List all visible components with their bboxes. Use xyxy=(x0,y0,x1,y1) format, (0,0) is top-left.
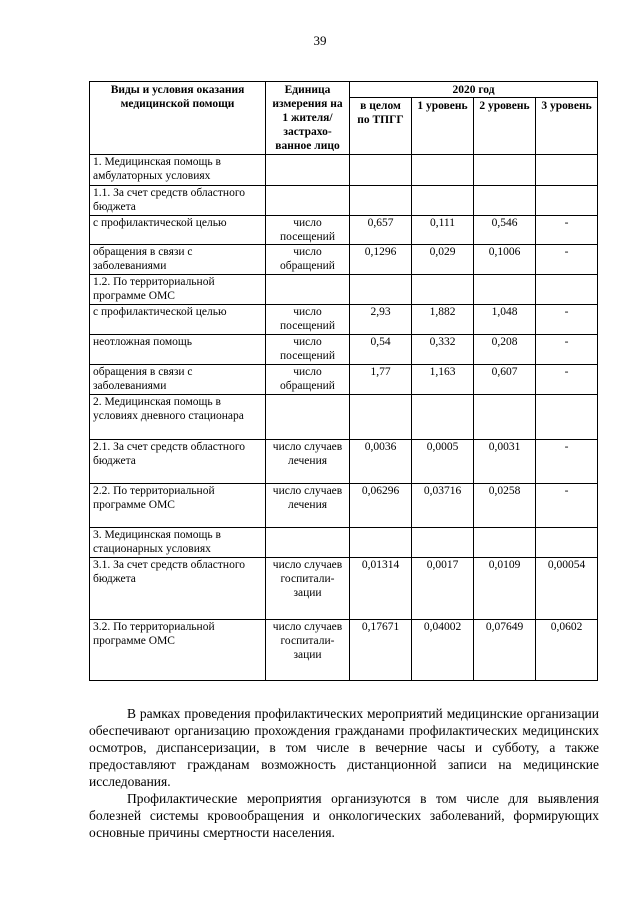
row-unit: число случаев лечения xyxy=(266,440,350,484)
row-value: 0,1006 xyxy=(474,245,536,275)
row-unit: число случаев госпитали-зации xyxy=(266,620,350,681)
row-value: 1,163 xyxy=(412,365,474,395)
row-unit: число случаев лечения xyxy=(266,484,350,528)
row-value: 0,0602 xyxy=(536,620,598,681)
row-value: - xyxy=(536,440,598,484)
row-unit xyxy=(266,155,350,186)
row-label: с профилактической целью xyxy=(90,305,266,335)
row-label: 1. Медицинская помощь в амбулаторных условиях xyxy=(90,155,266,186)
table-row xyxy=(90,440,598,484)
row-value xyxy=(412,275,474,305)
row-unit xyxy=(266,528,350,558)
row-unit xyxy=(266,395,350,440)
row-value: 0,01314 xyxy=(350,558,412,620)
row-value xyxy=(536,155,598,186)
row-value: 0,03716 xyxy=(412,484,474,528)
row-value xyxy=(350,395,412,440)
row-unit: число случаев госпитали-зации xyxy=(266,558,350,620)
header-level-3: 3 уровень xyxy=(536,98,598,155)
row-value xyxy=(350,155,412,186)
row-label: неотложная помощь xyxy=(90,335,266,365)
table-row xyxy=(90,484,598,528)
row-unit xyxy=(266,186,350,216)
row-value: 0,1296 xyxy=(350,245,412,275)
body-text xyxy=(89,705,599,841)
row-value: 0,0036 xyxy=(350,440,412,484)
table-row xyxy=(90,335,598,365)
paragraph-2: Профилактические мероприятия организуются в том числе для выявления болезней системы кровообращения и онкологических заболеваний, формирующих основные причины смертности населения. xyxy=(89,791,599,840)
row-label: 1.1. За счет средств областного бюджета xyxy=(90,186,266,216)
row-value: - xyxy=(536,365,598,395)
row-unit: число посещений xyxy=(266,216,350,245)
row-value: - xyxy=(536,216,598,245)
row-value: - xyxy=(536,245,598,275)
row-value xyxy=(474,155,536,186)
row-value: 1,048 xyxy=(474,305,536,335)
row-value xyxy=(412,186,474,216)
row-value xyxy=(474,395,536,440)
header-year: 2020 год xyxy=(350,82,598,98)
header-care-type: Виды и условия оказания медицинской помощи xyxy=(90,82,266,155)
row-label: 3.1. За счет средств областного бюджета xyxy=(90,558,266,620)
table-row xyxy=(90,155,598,186)
table-row xyxy=(90,395,598,440)
header-total: в целом по ТПГГ xyxy=(350,98,412,155)
row-value xyxy=(412,528,474,558)
table-row xyxy=(90,305,598,335)
row-value: 0,546 xyxy=(474,216,536,245)
row-value: 0,111 xyxy=(412,216,474,245)
row-value xyxy=(536,528,598,558)
table-row xyxy=(90,186,598,216)
row-value: 1,882 xyxy=(412,305,474,335)
row-value xyxy=(412,395,474,440)
row-value: 0,0109 xyxy=(474,558,536,620)
row-value: 1,77 xyxy=(350,365,412,395)
row-value xyxy=(412,155,474,186)
row-value: 0,0258 xyxy=(474,484,536,528)
row-value: 0,607 xyxy=(474,365,536,395)
row-value: 0,54 xyxy=(350,335,412,365)
table-row xyxy=(90,528,598,558)
row-value: 0,07649 xyxy=(474,620,536,681)
table-row xyxy=(90,275,598,305)
row-label: 1.2. По территориальной программе ОМС xyxy=(90,275,266,305)
table-row xyxy=(90,245,598,275)
row-value: - xyxy=(536,335,598,365)
row-label: 2.1. За счет средств областного бюджета xyxy=(90,440,266,484)
row-value: 0,06296 xyxy=(350,484,412,528)
row-value xyxy=(350,186,412,216)
row-value: 0,0005 xyxy=(412,440,474,484)
row-value: - xyxy=(536,484,598,528)
row-value: 0,332 xyxy=(412,335,474,365)
row-value xyxy=(474,186,536,216)
table-row xyxy=(90,558,598,620)
row-value: 0,04002 xyxy=(412,620,474,681)
row-label: обращения в связи с заболеваниями xyxy=(90,245,266,275)
row-label: 3. Медицинская помощь в стационарных условиях xyxy=(90,528,266,558)
row-value xyxy=(536,275,598,305)
row-value: 0,17671 xyxy=(350,620,412,681)
page-number: 39 xyxy=(313,33,327,48)
row-unit: число посещений xyxy=(266,335,350,365)
row-value: 0,029 xyxy=(412,245,474,275)
row-value: 0,0031 xyxy=(474,440,536,484)
row-value xyxy=(350,275,412,305)
row-value xyxy=(350,528,412,558)
row-value: - xyxy=(536,305,598,335)
row-label: обращения в связи с заболеваниями xyxy=(90,365,266,395)
row-value: 0,657 xyxy=(350,216,412,245)
table-row xyxy=(90,216,598,245)
row-value: 0,0017 xyxy=(412,558,474,620)
row-label: 2. Медицинская помощь в условиях дневного стационара xyxy=(90,395,266,440)
table-row xyxy=(90,620,598,681)
table-row xyxy=(90,365,598,395)
row-label: 3.2. По территориальной программе ОМС xyxy=(90,620,266,681)
header-level-1: 1 уровень xyxy=(412,98,474,155)
row-value: 0,208 xyxy=(474,335,536,365)
row-value xyxy=(474,528,536,558)
row-value xyxy=(474,275,536,305)
row-value: 0,00054 xyxy=(536,558,598,620)
row-unit: число обращений xyxy=(266,365,350,395)
indicators-table xyxy=(89,81,598,681)
paragraph-1: В рамках проведения профилактических мероприятий медицинские организации обеспечивают организацию прохождения гражданами профилактических медицинских осмотров, диспансеризации, в том числе в вечерние часы и субботу, а также предоставляют гражданам возможность дистанционной записи на медицинские исследования. xyxy=(89,706,599,789)
row-value: 2,93 xyxy=(350,305,412,335)
row-label: с профилактической целью xyxy=(90,216,266,245)
row-unit: число обращений xyxy=(266,245,350,275)
row-label: 2.2. По территориальной программе ОМС xyxy=(90,484,266,528)
row-unit: число посещений xyxy=(266,305,350,335)
row-unit xyxy=(266,275,350,305)
row-value xyxy=(536,395,598,440)
header-level-2: 2 уровень xyxy=(474,98,536,155)
header-unit: Единица измерения на 1 жителя/ застрахо-ванное лицо xyxy=(266,82,350,155)
row-value xyxy=(536,186,598,216)
